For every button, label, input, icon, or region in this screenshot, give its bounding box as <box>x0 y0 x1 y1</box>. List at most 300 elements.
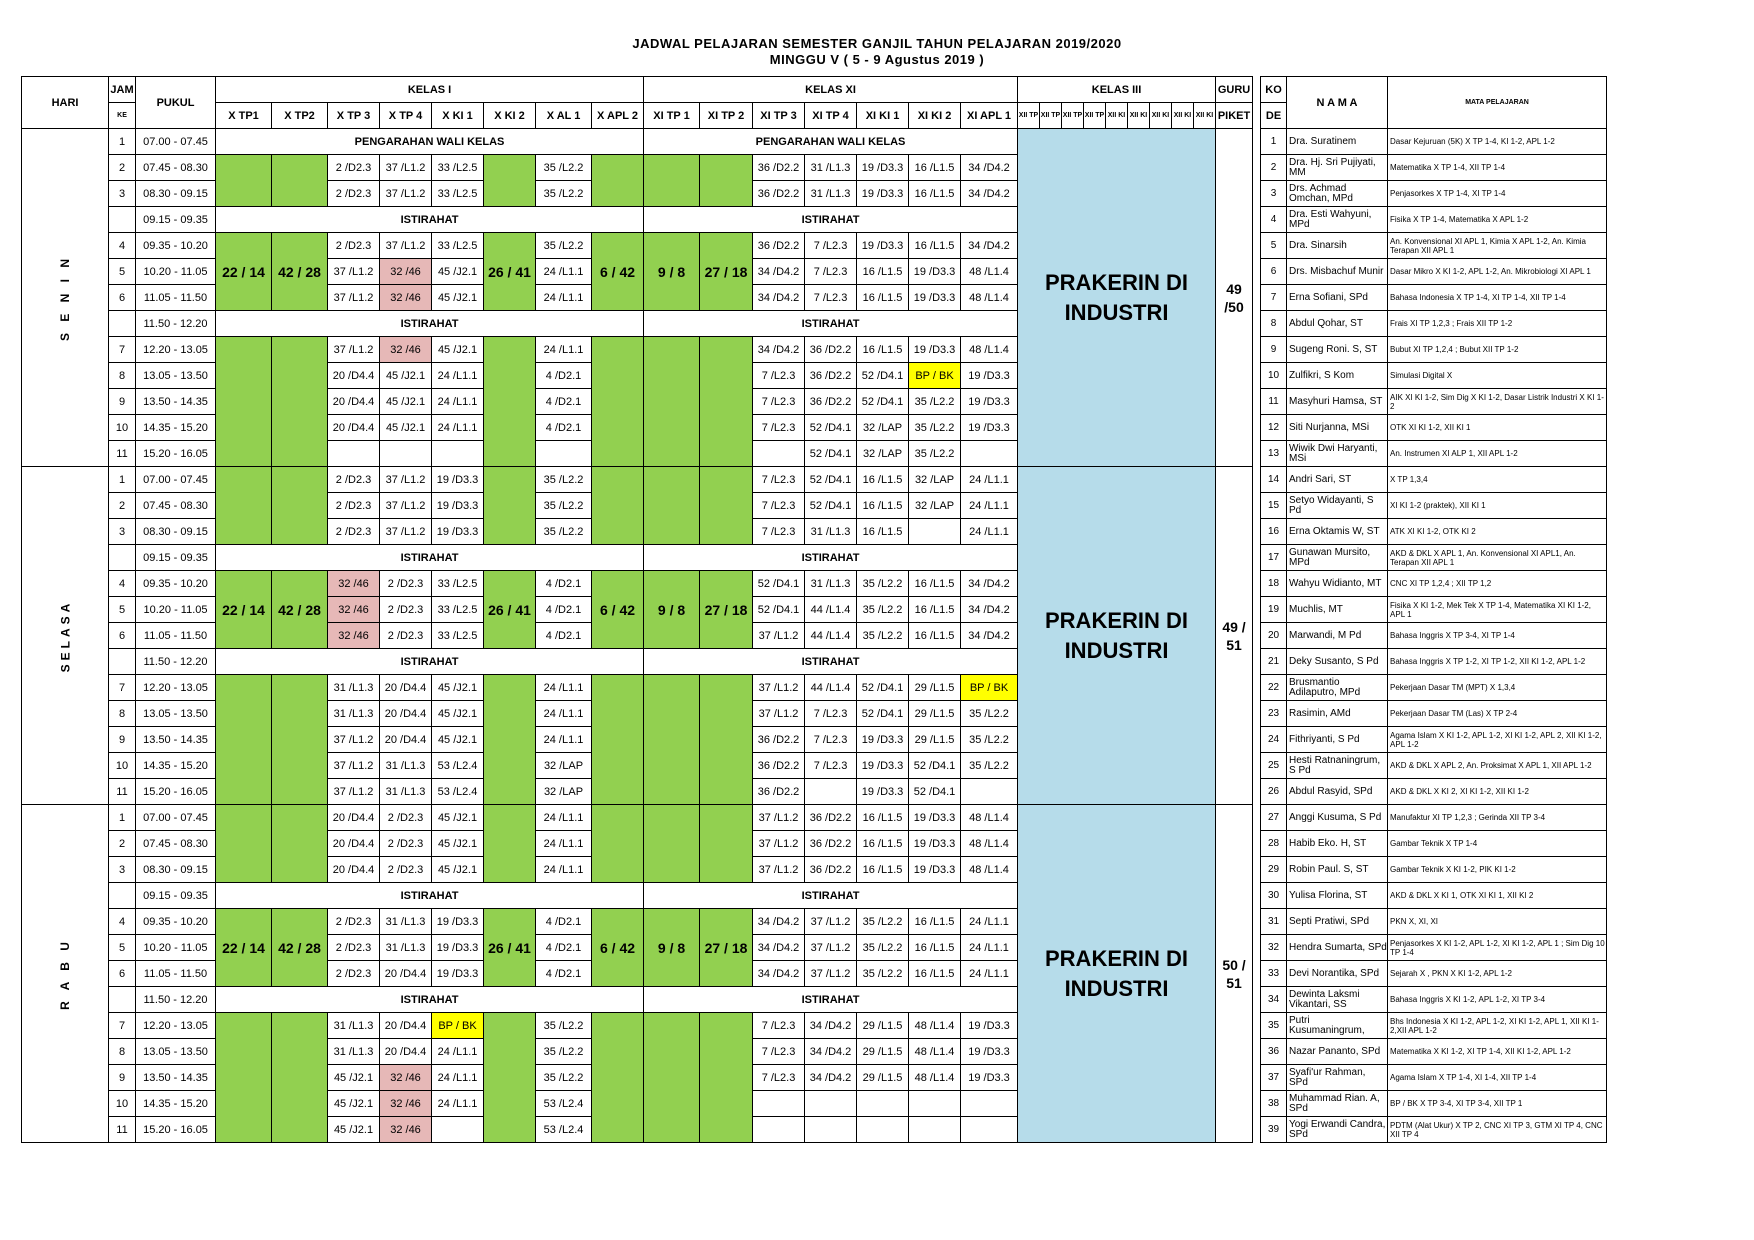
lesson-cell: 33 /L2.5 <box>432 571 484 597</box>
time-slot: 14.35 - 15.20 <box>136 1091 216 1117</box>
lesson-cell: 37 /L1.2 <box>805 935 857 961</box>
class-xi-header: XI KI 1 <box>857 103 909 129</box>
practice-block: 26 / 41 <box>484 233 536 311</box>
teacher-subjects: Bahasa Indonesia X TP 1-4, XI TP 1-4, XII TP 1-4 <box>1388 285 1607 311</box>
jam-number: 9 <box>109 1065 136 1091</box>
teacher-name: Zulfikri, S Kom <box>1287 363 1388 389</box>
jam-number: 1 <box>109 129 136 155</box>
lesson-cell: 36 /D2.2 <box>753 727 805 753</box>
lesson-cell: 35 /L2.2 <box>961 701 1018 727</box>
lesson-cell: 34 /D4.2 <box>753 337 805 363</box>
jam-number <box>109 545 136 571</box>
lesson-cell: 34 /D4.2 <box>753 935 805 961</box>
jam-number: 6 <box>109 285 136 311</box>
time-slot: 11.05 - 11.50 <box>136 961 216 987</box>
istirahat-cell: ISTIRAHAT <box>644 311 1018 337</box>
lesson-cell: 4 /D2.1 <box>536 961 592 987</box>
lesson-cell: 35 /L2.2 <box>909 415 961 441</box>
lesson-cell: 52 /D4.1 <box>753 597 805 623</box>
practice-block: 26 / 41 <box>484 571 536 649</box>
class-x-header: X KI 1 <box>432 103 484 129</box>
lesson-cell: 31 /L1.3 <box>380 779 432 805</box>
lesson-cell: 7 /L2.3 <box>753 519 805 545</box>
class-x-header: X TP 3 <box>328 103 380 129</box>
lesson-cell <box>753 441 805 467</box>
class-xii-header: XII TP <box>1062 103 1084 129</box>
schedule-row <box>22 571 1607 597</box>
time-slot: 09.15 - 09.35 <box>136 883 216 909</box>
teacher-subjects: Bhs Indonesia X KI 1-2, APL 1-2, XI KI 1-2, APL 1, XII KI 1-2,XII APL 1-2 <box>1388 1013 1607 1039</box>
day-name: SELASA <box>58 599 72 672</box>
lesson-cell: 31 /L1.3 <box>328 1013 380 1039</box>
lesson-cell: 48 /L1.4 <box>909 1039 961 1065</box>
lesson-cell: 48 /L1.4 <box>961 805 1018 831</box>
teacher-code: 32 <box>1261 935 1287 961</box>
lesson-cell: 53 /L2.4 <box>432 779 484 805</box>
lesson-cell: 31 /L1.3 <box>328 1039 380 1065</box>
jam-number: 1 <box>109 467 136 493</box>
time-slot: 10.20 - 11.05 <box>136 259 216 285</box>
lesson-cell: 32 /46 <box>380 1091 432 1117</box>
lesson-cell: 16 /L1.5 <box>857 805 909 831</box>
teacher-name: Putri Kusumaningrum, <box>1287 1013 1388 1039</box>
lesson-cell: 19 /D3.3 <box>961 1039 1018 1065</box>
jam-number: 4 <box>109 233 136 259</box>
time-slot: 11.50 - 12.20 <box>136 987 216 1013</box>
practice-block: 42 / 28 <box>272 233 328 311</box>
teacher-subjects: Simulasi Digital X <box>1388 363 1607 389</box>
practice-block <box>272 337 328 467</box>
lesson-cell: 24 /L1.1 <box>536 701 592 727</box>
lesson-cell: 52 /D4.1 <box>805 493 857 519</box>
teacher-subjects: Dasar Mikro X KI 1-2, APL 1-2, An. Mikrobiologi XI APL 1 <box>1388 259 1607 285</box>
time-slot: 15.20 - 16.05 <box>136 779 216 805</box>
lesson-cell: 7 /L2.3 <box>753 363 805 389</box>
lesson-cell: 19 /D3.3 <box>432 519 484 545</box>
lesson-cell: 35 /L2.2 <box>536 1013 592 1039</box>
lesson-cell: 33 /L2.5 <box>432 623 484 649</box>
lesson-cell: 45 /J2.1 <box>432 831 484 857</box>
lesson-cell: 35 /L2.2 <box>536 467 592 493</box>
practice-block <box>484 805 536 883</box>
lesson-cell: 48 /L1.4 <box>961 259 1018 285</box>
lesson-cell: 32 /46 <box>328 571 380 597</box>
teacher-subjects: AKD & DKL X KI 1, OTK XI KI 1, XII KI 2 <box>1388 883 1607 909</box>
teacher-code: 27 <box>1261 805 1287 831</box>
lesson-cell: 19 /D3.3 <box>432 935 484 961</box>
page-subtitle: MINGGU V ( 5 - 9 Agustus 2019 ) <box>769 52 985 67</box>
schedule-row <box>22 675 1607 701</box>
teacher-name: Drs. Achmad Omchan, MPd <box>1287 181 1388 207</box>
teacher-name: Wiwik Dwi Haryanti, MSi <box>1287 441 1388 467</box>
practice-block <box>216 675 272 805</box>
lesson-cell: 16 /L1.5 <box>857 857 909 883</box>
schedule-row <box>22 987 1607 1013</box>
practice-block: 9 / 8 <box>644 571 700 649</box>
practice-block <box>644 155 700 207</box>
lesson-cell: 52 /D4.1 <box>753 571 805 597</box>
lesson-cell: 32 /46 <box>380 1065 432 1091</box>
time-slot: 07.00 - 07.45 <box>136 129 216 155</box>
gap-cell <box>1253 129 1261 1143</box>
time-slot: 13.05 - 13.50 <box>136 363 216 389</box>
lesson-cell: 20 /D4.4 <box>380 675 432 701</box>
lesson-cell: 34 /D4.2 <box>961 571 1018 597</box>
schedule-table <box>21 76 1607 1143</box>
lesson-cell: 29 /L1.5 <box>857 1013 909 1039</box>
teacher-code: 19 <box>1261 597 1287 623</box>
lesson-cell: 34 /D4.2 <box>753 285 805 311</box>
lesson-cell: 16 /L1.5 <box>909 961 961 987</box>
schedule-row <box>22 545 1607 571</box>
practice-block <box>700 337 753 467</box>
practice-block <box>216 805 272 883</box>
lesson-cell: 24 /L1.1 <box>536 831 592 857</box>
lesson-cell: 33 /L2.5 <box>432 155 484 181</box>
teacher-code: 38 <box>1261 1091 1287 1117</box>
teacher-subjects: An. Instrumen XI ALP 1, XII APL 1-2 <box>1388 441 1607 467</box>
teacher-subjects: Penjasorkes X TP 1-4, XI TP 1-4 <box>1388 181 1607 207</box>
lesson-cell: 2 /D2.3 <box>380 857 432 883</box>
lesson-cell: 16 /L1.5 <box>909 597 961 623</box>
schedule-row <box>22 155 1607 181</box>
lesson-cell: 35 /L2.2 <box>857 935 909 961</box>
lesson-cell: BP / BK <box>961 675 1018 701</box>
time-slot: 14.35 - 15.20 <box>136 753 216 779</box>
practice-block <box>592 805 644 883</box>
teacher-name: Anggi Kusuma, S Pd <box>1287 805 1388 831</box>
teacher-code: 36 <box>1261 1039 1287 1065</box>
lesson-cell: 35 /L2.2 <box>857 961 909 987</box>
lesson-cell: 19 /D3.3 <box>961 415 1018 441</box>
jam-number <box>109 207 136 233</box>
lesson-cell: 7 /L2.3 <box>805 727 857 753</box>
piket-header: PIKET <box>1216 103 1253 129</box>
time-slot: 11.05 - 11.50 <box>136 285 216 311</box>
lesson-cell: 37 /L1.2 <box>328 337 380 363</box>
lesson-cell <box>909 519 961 545</box>
time-slot: 09.35 - 10.20 <box>136 571 216 597</box>
lesson-cell: 52 /D4.1 <box>909 779 961 805</box>
lesson-cell: 24 /L1.1 <box>536 259 592 285</box>
lesson-cell: 19 /D3.3 <box>909 285 961 311</box>
lesson-cell: 4 /D2.1 <box>536 389 592 415</box>
jam-number: 2 <box>109 493 136 519</box>
class-xi-header: XI TP 2 <box>700 103 753 129</box>
lesson-cell: 48 /L1.4 <box>909 1065 961 1091</box>
lesson-cell: 16 /L1.5 <box>909 623 961 649</box>
lesson-cell: 36 /D2.2 <box>805 857 857 883</box>
lesson-cell: 45 /J2.1 <box>432 727 484 753</box>
lesson-cell: 4 /D2.1 <box>536 597 592 623</box>
teacher-name: Wahyu Widianto, MT <box>1287 571 1388 597</box>
jam-number: 11 <box>109 779 136 805</box>
practice-block <box>700 467 753 545</box>
lesson-cell: 20 /D4.4 <box>328 805 380 831</box>
teacher-code: 20 <box>1261 623 1287 649</box>
practice-block <box>216 155 272 207</box>
lesson-cell: 4 /D2.1 <box>536 909 592 935</box>
lesson-cell <box>753 1091 805 1117</box>
gap-cell <box>1253 77 1261 129</box>
lesson-cell: 2 /D2.3 <box>380 805 432 831</box>
lesson-cell: 19 /D3.3 <box>857 181 909 207</box>
teacher-code: 3 <box>1261 181 1287 207</box>
day-name: R A B U <box>58 937 72 1010</box>
class-x-header: X KI 2 <box>484 103 536 129</box>
jam-number: 9 <box>109 389 136 415</box>
lesson-cell: 16 /L1.5 <box>857 493 909 519</box>
teacher-name: Septi Pratiwi, SPd <box>1287 909 1388 935</box>
teacher-subjects: PKN X, XI, XI <box>1388 909 1607 935</box>
lesson-cell: 19 /D3.3 <box>909 337 961 363</box>
teacher-subjects: PDTM (Alat Ukur) X TP 2, CNC XI TP 3, GTM XI TP 4, CNC XII TP 4 <box>1388 1117 1607 1143</box>
istirahat-cell: ISTIRAHAT <box>216 207 644 233</box>
istirahat-cell: ISTIRAHAT <box>216 883 644 909</box>
schedule-row <box>22 311 1607 337</box>
teacher-code: 12 <box>1261 415 1287 441</box>
lesson-cell <box>857 1091 909 1117</box>
lesson-cell: 52 /D4.1 <box>857 675 909 701</box>
teacher-subjects: AIK XI KI 1-2, Sim Dig X KI 1-2, Dasar Listrik Industri X KI 1-2 <box>1388 389 1607 415</box>
practice-block <box>592 675 644 805</box>
teacher-name: Dra. Esti Wahyuni, MPd <box>1287 207 1388 233</box>
practice-block <box>484 1013 536 1143</box>
time-slot: 11.50 - 12.20 <box>136 649 216 675</box>
teacher-subjects: Gambar Teknik X KI 1-2, PIK KI 1-2 <box>1388 857 1607 883</box>
teacher-name: Abdul Qohar, ST <box>1287 311 1388 337</box>
lesson-cell: 37 /L1.2 <box>753 831 805 857</box>
teacher-subjects: Sejarah X , PKN X KI 1-2, APL 1-2 <box>1388 961 1607 987</box>
teacher-subjects: Frais XI TP 1,2,3 ; Frais XII TP 1-2 <box>1388 311 1607 337</box>
lesson-cell: 2 /D2.3 <box>380 831 432 857</box>
teacher-code: 11 <box>1261 389 1287 415</box>
practice-block <box>644 805 700 883</box>
lesson-cell: 45 /J2.1 <box>432 259 484 285</box>
hari-header: HARI <box>22 77 109 129</box>
schedule-row <box>22 337 1607 363</box>
lesson-cell: 24 /L1.1 <box>432 1091 484 1117</box>
practice-block <box>216 1013 272 1143</box>
lesson-cell: 24 /L1.1 <box>536 727 592 753</box>
lesson-cell: 31 /L1.3 <box>380 935 432 961</box>
lesson-cell: 19 /D3.3 <box>857 779 909 805</box>
ko-header: KO <box>1261 77 1287 103</box>
jam-number <box>109 311 136 337</box>
jam-number: 11 <box>109 441 136 467</box>
time-slot: 13.50 - 14.35 <box>136 727 216 753</box>
lesson-cell: 45 /J2.1 <box>432 337 484 363</box>
lesson-cell: 24 /L1.1 <box>432 1039 484 1065</box>
time-slot: 11.50 - 12.20 <box>136 311 216 337</box>
lesson-cell: 2 /D2.3 <box>328 467 380 493</box>
jam-number: 1 <box>109 805 136 831</box>
kelas-xii-header: KELAS III <box>1018 77 1216 103</box>
teacher-code: 17 <box>1261 545 1287 571</box>
kelas-xi-header: KELAS XI <box>644 77 1018 103</box>
class-xii-header: XII TP <box>1040 103 1062 129</box>
teacher-name: Marwandi, M Pd <box>1287 623 1388 649</box>
teacher-code: 18 <box>1261 571 1287 597</box>
piket-cell: 49 / 51 <box>1216 467 1253 805</box>
mapel-header: MATA PELAJARAN <box>1388 77 1607 129</box>
time-slot: 12.20 - 13.05 <box>136 1013 216 1039</box>
practice-block <box>484 155 536 207</box>
class-xii-header: XII KI <box>1128 103 1150 129</box>
teacher-code: 7 <box>1261 285 1287 311</box>
teacher-subjects: AKD & DKL X KI 2, XI KI 1-2, XII KI 1-2 <box>1388 779 1607 805</box>
lesson-cell: 16 /L1.5 <box>857 259 909 285</box>
lesson-cell: 16 /L1.5 <box>909 571 961 597</box>
class-x-header: X APL 2 <box>592 103 644 129</box>
lesson-cell: 52 /D4.1 <box>805 415 857 441</box>
time-slot: 07.00 - 07.45 <box>136 467 216 493</box>
jam-number: 8 <box>109 1039 136 1065</box>
lesson-cell: 34 /D4.2 <box>961 155 1018 181</box>
lesson-cell: 32 /LAP <box>909 467 961 493</box>
teacher-code: 6 <box>1261 259 1287 285</box>
lesson-cell: 48 /L1.4 <box>961 337 1018 363</box>
lesson-cell: 31 /L1.3 <box>805 519 857 545</box>
practice-block: 22 / 14 <box>216 909 272 987</box>
lesson-cell: 32 /46 <box>328 597 380 623</box>
class-xii-header: XII KI <box>1194 103 1216 129</box>
lesson-cell: 36 /D2.2 <box>805 805 857 831</box>
schedule-row <box>22 909 1607 935</box>
lesson-cell: 35 /L2.2 <box>961 753 1018 779</box>
teacher-code: 15 <box>1261 493 1287 519</box>
piket-cell: 50 / 51 <box>1216 805 1253 1143</box>
practice-block <box>272 675 328 805</box>
teacher-subjects: Fisika X KI 1-2, Mek Tek X TP 1-4, Matematika XI KI 1-2, APL 1 <box>1388 597 1607 623</box>
day-label <box>22 129 109 467</box>
teacher-subjects: Agama Islam X KI 1-2, APL 1-2, XI KI 1-2, APL 2, XII KI 1-2, APL 1-2 <box>1388 727 1607 753</box>
lesson-cell: 24 /L1.1 <box>961 961 1018 987</box>
lesson-cell: 37 /L1.2 <box>753 675 805 701</box>
practice-block <box>644 467 700 545</box>
lesson-cell: 35 /L2.2 <box>857 597 909 623</box>
jam-number: 8 <box>109 363 136 389</box>
class-x-header: X TP1 <box>216 103 272 129</box>
teacher-code: 26 <box>1261 779 1287 805</box>
time-slot: 07.45 - 08.30 <box>136 831 216 857</box>
lesson-cell: 35 /L2.2 <box>909 389 961 415</box>
practice-block <box>484 467 536 545</box>
practice-block <box>644 337 700 467</box>
lesson-cell: 45 /J2.1 <box>328 1117 380 1143</box>
jam-number: 6 <box>109 623 136 649</box>
time-slot: 08.30 - 09.15 <box>136 857 216 883</box>
jam-number: 7 <box>109 675 136 701</box>
lesson-cell: 36 /D2.2 <box>753 181 805 207</box>
time-slot: 09.15 - 09.35 <box>136 207 216 233</box>
practice-block <box>484 675 536 805</box>
day-name: S E N I N <box>58 254 73 341</box>
lesson-cell: 24 /L1.1 <box>961 467 1018 493</box>
lesson-cell: 34 /D4.2 <box>961 181 1018 207</box>
practice-block <box>592 337 644 467</box>
lesson-cell: 35 /L2.2 <box>857 909 909 935</box>
teacher-subjects: Matematika X KI 1-2, XI TP 1-4, XII KI 1-2, APL 1-2 <box>1388 1039 1607 1065</box>
lesson-cell: 44 /L1.4 <box>805 675 857 701</box>
lesson-cell: 24 /L1.1 <box>536 337 592 363</box>
lesson-cell: 4 /D2.1 <box>536 935 592 961</box>
lesson-cell: 32 /LAP <box>857 441 909 467</box>
lesson-cell: 29 /L1.5 <box>857 1065 909 1091</box>
lesson-cell: 37 /L1.2 <box>380 233 432 259</box>
lesson-cell: 7 /L2.3 <box>753 467 805 493</box>
piket-cell: 49 /50 <box>1216 129 1253 467</box>
teacher-name: Muhammad Rian. A, SPd <box>1287 1091 1388 1117</box>
teacher-name: Devi Norantika, SPd <box>1287 961 1388 987</box>
lesson-cell: 44 /L1.4 <box>805 623 857 649</box>
lesson-cell: 45 /J2.1 <box>432 701 484 727</box>
prakerin-block: PRAKERIN DI INDUSTRI <box>1018 129 1216 467</box>
lesson-cell: 19 /D3.3 <box>961 389 1018 415</box>
lesson-cell: 31 /L1.3 <box>805 181 857 207</box>
lesson-cell: 2 /D2.3 <box>328 909 380 935</box>
teacher-code: 33 <box>1261 961 1287 987</box>
istirahat-cell: ISTIRAHAT <box>644 987 1018 1013</box>
lesson-cell: 2 /D2.3 <box>328 493 380 519</box>
teacher-subjects: Bahasa Inggris X KI 1-2, APL 1-2, XI TP 3-4 <box>1388 987 1607 1013</box>
teacher-code: 4 <box>1261 207 1287 233</box>
time-slot: 08.30 - 09.15 <box>136 181 216 207</box>
class-x-header: X AL 1 <box>536 103 592 129</box>
time-slot: 09.35 - 10.20 <box>136 233 216 259</box>
lesson-cell: 19 /D3.3 <box>857 233 909 259</box>
lesson-cell: 24 /L1.1 <box>536 675 592 701</box>
schedule-row <box>22 1013 1607 1039</box>
teacher-subjects: Bahasa Inggris X TP 3-4, XI TP 1-4 <box>1388 623 1607 649</box>
lesson-cell: 37 /L1.2 <box>328 259 380 285</box>
lesson-cell: 2 /D2.3 <box>328 233 380 259</box>
practice-block <box>592 1013 644 1143</box>
teacher-name: Erna Sofiani, SPd <box>1287 285 1388 311</box>
lesson-cell: 7 /L2.3 <box>805 233 857 259</box>
time-slot: 10.20 - 11.05 <box>136 935 216 961</box>
jam-number: 6 <box>109 961 136 987</box>
lesson-cell: 48 /L1.4 <box>961 285 1018 311</box>
lesson-cell: 31 /L1.3 <box>380 753 432 779</box>
practice-block <box>700 805 753 883</box>
lesson-cell <box>328 441 380 467</box>
teacher-name: Siti Nurjanna, MSi <box>1287 415 1388 441</box>
lesson-cell: 52 /D4.1 <box>805 441 857 467</box>
lesson-cell: 37 /L1.2 <box>380 467 432 493</box>
teacher-name: Hesti Ratnaningrum, S Pd <box>1287 753 1388 779</box>
lesson-cell: 45 /J2.1 <box>380 389 432 415</box>
practice-block <box>272 805 328 883</box>
lesson-cell: 34 /D4.2 <box>805 1065 857 1091</box>
jam-number: 11 <box>109 1117 136 1143</box>
lesson-cell: 35 /L2.2 <box>536 519 592 545</box>
lesson-cell: 37 /L1.2 <box>380 493 432 519</box>
practice-block: 9 / 8 <box>644 909 700 987</box>
lesson-cell: 2 /D2.3 <box>380 571 432 597</box>
lesson-cell: 20 /D4.4 <box>380 1013 432 1039</box>
teacher-code: 29 <box>1261 857 1287 883</box>
teacher-name: Deky Susanto, S Pd <box>1287 649 1388 675</box>
lesson-cell: 37 /L1.2 <box>805 909 857 935</box>
class-xii-header: XII TP <box>1018 103 1040 129</box>
lesson-cell: 35 /L2.2 <box>909 441 961 467</box>
lesson-cell: 7 /L2.3 <box>805 701 857 727</box>
lesson-cell: 7 /L2.3 <box>753 389 805 415</box>
teacher-subjects: Manufaktur XI TP 1,2,3 ; Gerinda XII TP 3-4 <box>1388 805 1607 831</box>
lesson-cell: 24 /L1.1 <box>536 857 592 883</box>
lesson-cell: 32 /46 <box>380 337 432 363</box>
